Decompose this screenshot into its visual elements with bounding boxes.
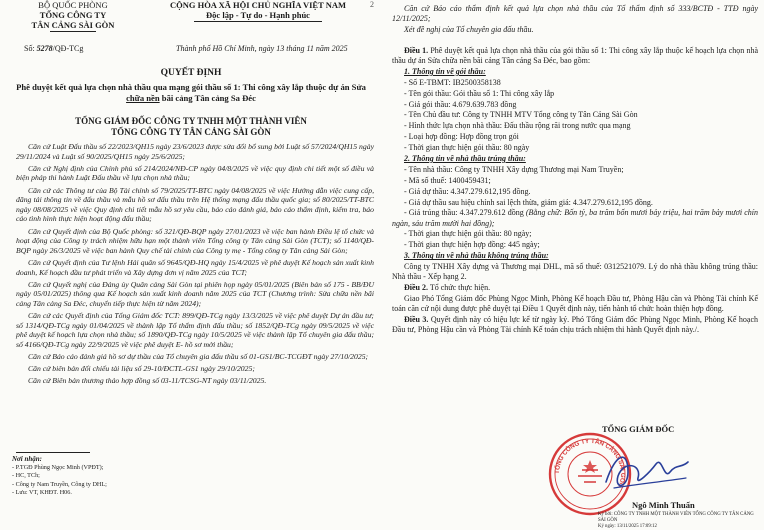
electronic-signature-info bbox=[598, 512, 758, 530]
issuer-header bbox=[14, 0, 132, 32]
issuer-name: TÂN CẢNG SÀI GÒN bbox=[31, 20, 115, 30]
recipient-item: - P.TGĐ Phùng Ngọc Minh (VPĐT); bbox=[12, 463, 104, 471]
esig-signed-at: Ký ngày: 13/11/2025 17:09:12 bbox=[598, 524, 657, 529]
authority-line-1: TỔNG GIÁM ĐỐC CÔNG TY TNHH MỘT THÀNH VIÊN bbox=[75, 116, 307, 126]
winner-item: - Thời gian thực hiện hợp đồng: 445 ngày; bbox=[404, 240, 540, 250]
issuer-corp: TỔNG CÔNG TY bbox=[39, 10, 107, 20]
package-item: - Số E-TBMT: IB2500358138 bbox=[404, 77, 501, 87]
basis-paragraph: Căn cứ các Quyết định của Tổng Giám đốc TCT: 899/QĐ-TCg ngày 13/3/2025 về việc phê duyệt Dự án đầu tư; số 1314/QĐ-TCg ngày 01/04/2025 về thành lập Tổ thẩm định đấu thầu; số 1852/QĐ-TCg ngày 09/5/2025 về việc phê duyệt kế hoạch lựa chọn nhà thầu; số 1890/QĐ-TCg ngày 10/5/2025 về việc thành lập Tổ chuyên gia đấu thầu; số 4166/QĐ-TCg ngày 22/9/2025 về việc phê duyệt E- hồ sơ mời thầu; bbox=[16, 311, 374, 349]
doc-number-value: 5278 bbox=[36, 44, 53, 53]
article-3-text: Quyết định này có hiệu lực kể từ ngày ký. Phó Tổng Giám đốc Phùng Ngọc Minh, Phòng Kế hoạch Đầu tư, Phòng Hậu cần và Phòng Tài chính Kế toán chịu trách nhiệm thi hành Quyết định này./. bbox=[392, 314, 758, 335]
winner-item: - Thời gian thực hiện gói thầu: 80 ngày; bbox=[404, 229, 532, 239]
national-motto: Độc lập - Tự do - Hạnh phúc bbox=[206, 10, 310, 20]
package-item: - Thời gian thực hiện gói thầu: 80 ngày bbox=[404, 143, 530, 153]
recipient-item: - Công ty Nam Truyền, Công ty DHL; bbox=[12, 480, 107, 488]
section-2-title: 2. Thông tin về nhà thầu trúng thầu: bbox=[404, 153, 526, 163]
package-item: - Tên Chủ đầu tư: Công ty TNHH MTV Tổng công ty Tân Cảng Sài Gòn bbox=[404, 110, 638, 120]
basis-paragraph: Căn cứ Báo cáo thẩm định kết quả lựa chọn nhà thầu của Tổ thẩm định số 333/BCTĐ - TTĐ ngày 12/11/2025; bbox=[392, 4, 758, 24]
document-number bbox=[24, 44, 83, 53]
spacer bbox=[392, 36, 758, 46]
issuer-ministry: BỘ QUỐC PHÒNG bbox=[38, 0, 108, 10]
basis-paragraph: Căn cứ Biên bản thương thảo hợp đồng số 03-11/TCSG-NT ngày 03/11/2025. bbox=[28, 376, 267, 386]
winner-item: - Giá dự thầu sau hiệu chỉnh sai lệch thừa, giảm giá: 4.347.279.612,195 đồng. bbox=[404, 197, 653, 207]
issuing-authority bbox=[0, 116, 382, 138]
recipients-block bbox=[12, 455, 162, 498]
article-2-text: Tổ chức thực hiện. bbox=[428, 283, 491, 293]
page-number: 2 bbox=[370, 0, 374, 9]
decision-title: QUYẾT ĐỊNH bbox=[160, 68, 222, 78]
recipients-heading: Nơi nhận: bbox=[12, 455, 43, 463]
section-1-heading bbox=[392, 67, 758, 77]
basis-paragraph: Căn cứ biên bản đối chiếu tài liệu số 29-10/ĐCTL-GS1 ngày 29/10/2025; bbox=[28, 364, 255, 374]
article-2 bbox=[392, 283, 758, 293]
article-3-label: Điều 3. bbox=[404, 314, 429, 324]
esig-signed-by: Ký bởi: CÔNG TY TNHH MỘT THÀNH VIÊN TỔNG CÔNG TY TÂN CẢNG SÀI GÒN bbox=[598, 512, 754, 523]
package-item: - Hình thức lựa chọn nhà thầu: Đấu thầu rộng rãi trong nước qua mạng bbox=[404, 121, 631, 131]
signatory-title: TỔNG GIÁM ĐỐC bbox=[602, 424, 675, 434]
winner-item: - Mã số thuế: 1400459431; bbox=[404, 175, 491, 185]
basis-paragraph: Căn cứ các Thông tư của Bộ Tài chính số 79/2025/TT-BTC ngày 04/08/2025 về việc Hướng dẫn việc cung cấp, đăng tải thông tin về đấu thầu và mẫu hồ sơ đấu thầu trên Hệ thống mạng đấu thầu quốc gia; số 80/2025/TT-BTC ngày 08/08/2025 về việc Quy định chi tiết mẫu hồ sơ yêu cầu, báo cáo đánh giá, báo cáo thẩm định, kiểm tra, báo cáo tình hình thực hiện hoạt động đấu thầu; bbox=[16, 185, 374, 224]
article-3 bbox=[392, 315, 758, 335]
winner-item: - Tên nhà thầu: Công ty TNHH Xây dựng Thương mại Nam Truyền; bbox=[404, 164, 624, 174]
package-item: - Loại hợp đồng: Hợp đồng trọn gói bbox=[404, 132, 519, 142]
article-1-label: Điều 1. bbox=[404, 45, 429, 55]
winning-price-value: - Giá trúng thầu: 4.347.279.612 đồng bbox=[404, 208, 526, 218]
basis-paragraph: Căn cứ Nghị định của Chính phủ số 214/2024/NĐ-CP ngày 04/8/2025 về việc quy định chi tiết một số điều và biện pháp thi hành Luật Đấu thầu về lựa chọn nhà thầu; bbox=[16, 163, 374, 183]
article-2-label: Điều 2. bbox=[404, 283, 428, 293]
subtitle-part-b: bãi cảng Tân cảng Sa Đéc bbox=[159, 92, 256, 103]
national-header bbox=[138, 0, 378, 22]
svg-text:TỔNG CÔNG TY TÂN CẢNG SÀI GÒN: TỔNG CÔNG TY TÂN CẢNG SÀI GÒN bbox=[553, 437, 627, 489]
handwritten-signature bbox=[598, 442, 694, 500]
article-2-body: Giao Phó Tổng Giám đốc Phùng Ngọc Minh, Phòng Kế hoạch Đầu tư, Phòng Hậu cần và Phòng Tài chính Kế toán căn cứ nội dung được phê duyệt tại Điều 1 Quyết định này, tiến hành tổ chức hoàn thiện hợp đồng. bbox=[392, 293, 758, 314]
loser-info: Công ty TNHH Xây dựng và Thương mại DHL, mã số thuế: 0312521079. Lý do nhà thầu không trúng thầu: Nhà thầu - Xếp hạng 2. bbox=[392, 262, 758, 282]
basis-paragraph: Căn cứ Luật Đấu thầu số 22/2023/QH15 ngày 23/6/2023 được sửa đổi bổ sung bởi Luật số 57/2024/QH15 ngày 29/11/2024 và Luật số 90/2025/QH15 ngày 25/6/2025; bbox=[16, 142, 374, 161]
recipient-item: - HC, TCh; bbox=[12, 472, 40, 480]
issuer-underline bbox=[50, 31, 96, 32]
motto-underline bbox=[194, 21, 322, 22]
section-3-title: 3. Thông tin về nhà thầu không trúng thầu: bbox=[404, 251, 549, 261]
winning-price-words: (Bằng chữ: Bốn tỷ, ba trăm bốn mươi bảy triệu, hai trăm bảy mươi chín ngàn, sáu trăm mười hai đồng); bbox=[392, 208, 758, 228]
date-line: Thành phố Hồ Chí Minh, ngày 13 tháng 11 năm 2025 bbox=[176, 44, 348, 53]
decision-subtitle bbox=[16, 82, 366, 103]
doc-number-suffix: /QĐ-TCg bbox=[52, 44, 84, 53]
recipient-item: - Lưu: VT, KHĐT. H06. bbox=[12, 489, 72, 497]
article-1-text: Phê duyệt kết quả lựa chọn nhà thầu của gói thầu số 1: Thi công xây lắp thuộc kế hoạch lựa chọn nhà thầu dự án Sửa chữa nền bãi cảng Tân cảng Sa Đéc, bao gồm: bbox=[392, 45, 758, 65]
section-1-title: 1. Thông tin về gói thầu: bbox=[404, 66, 486, 76]
authority-line-2: TỔNG CÔNG TY TÂN CẢNG SÀI GÒN bbox=[111, 127, 271, 137]
basis-paragraph: Căn cứ Báo cáo đánh giá hồ sơ dự thầu của Tổ chuyên gia đấu thầu số 01-GS1/BC-TCGĐT ngày 27/10/2025; bbox=[28, 352, 369, 362]
doc-number-prefix: Số: bbox=[24, 44, 37, 53]
legal-basis bbox=[16, 142, 374, 389]
national-title: CỘNG HÒA XÃ HỘI CHỦ NGHĨA VIỆT NAM bbox=[169, 0, 347, 10]
section-3-heading bbox=[392, 251, 758, 261]
body-end-rule bbox=[16, 452, 90, 453]
basis-paragraph: Căn cứ Quyết định của Bộ Quốc phòng: số 321/QĐ-BQP ngày 27/01/2023 về việc ban hành Điều lệ tổ chức và hoạt động của Công ty trách nhiệm hữu hạn một thành viên Tổng công ty Tân cảng Sài Gòn (TCT); số 1140/QĐ-BQP ngày 26/3/2025 về việc ban hành Quy chế tài chính của Công ty mẹ - Tổng công ty Tân cảng Sài Gòn; bbox=[16, 226, 374, 255]
package-item: - Tên gói thầu: Gói thầu số 1: Thi công xây lắp bbox=[404, 88, 555, 98]
package-item: - Giá gói thầu: 4.679.639.783 đồng bbox=[404, 99, 517, 109]
subtitle-part-a: Phê duyệt kết quả lựa chọn nhà thầu qua mạng gói thầu số 1: Thi công xây lắp thuộc dự án Sửa bbox=[16, 82, 366, 92]
decision-body bbox=[392, 4, 758, 336]
winning-price bbox=[392, 208, 758, 228]
winner-item: - Giá dự thầu: 4.347.279.612,195 đồng. bbox=[404, 186, 531, 196]
basis-paragraph: Xét đề nghị của Tổ chuyên gia đấu thầu. bbox=[404, 24, 534, 34]
basis-paragraph: Căn cứ Quyết nghị của Đảng ủy Quân cảng Sài Gòn tại phiên họp ngày 05/01/2025 (Biên bản số 175 - BB/ĐU ngày 05/01/2025) thông qua Kế hoạch sản xuất kinh doanh năm 2025 của TCT (Chương trình: Sửa chữa nền bãi cảng Tân cảng Sa Đéc, chuyển tiếp thực hiện từ năm 2024); bbox=[16, 279, 374, 308]
article-1 bbox=[392, 46, 758, 66]
basis-paragraph: Căn cứ Quyết định của Tư lệnh Hải quân số 9645/QĐ-HQ ngày 15/4/2025 về phê duyệt Kế hoạch sản xuất kinh doanh, Kế hoạch đầu tư phát triển và Xây dựng đơn vị năm 2025 của TCT; bbox=[16, 257, 374, 277]
subtitle-underlined: chữa nền bbox=[126, 92, 160, 103]
signer-name: Ngô Minh Thuấn bbox=[632, 500, 695, 510]
section-2-heading bbox=[392, 154, 758, 164]
